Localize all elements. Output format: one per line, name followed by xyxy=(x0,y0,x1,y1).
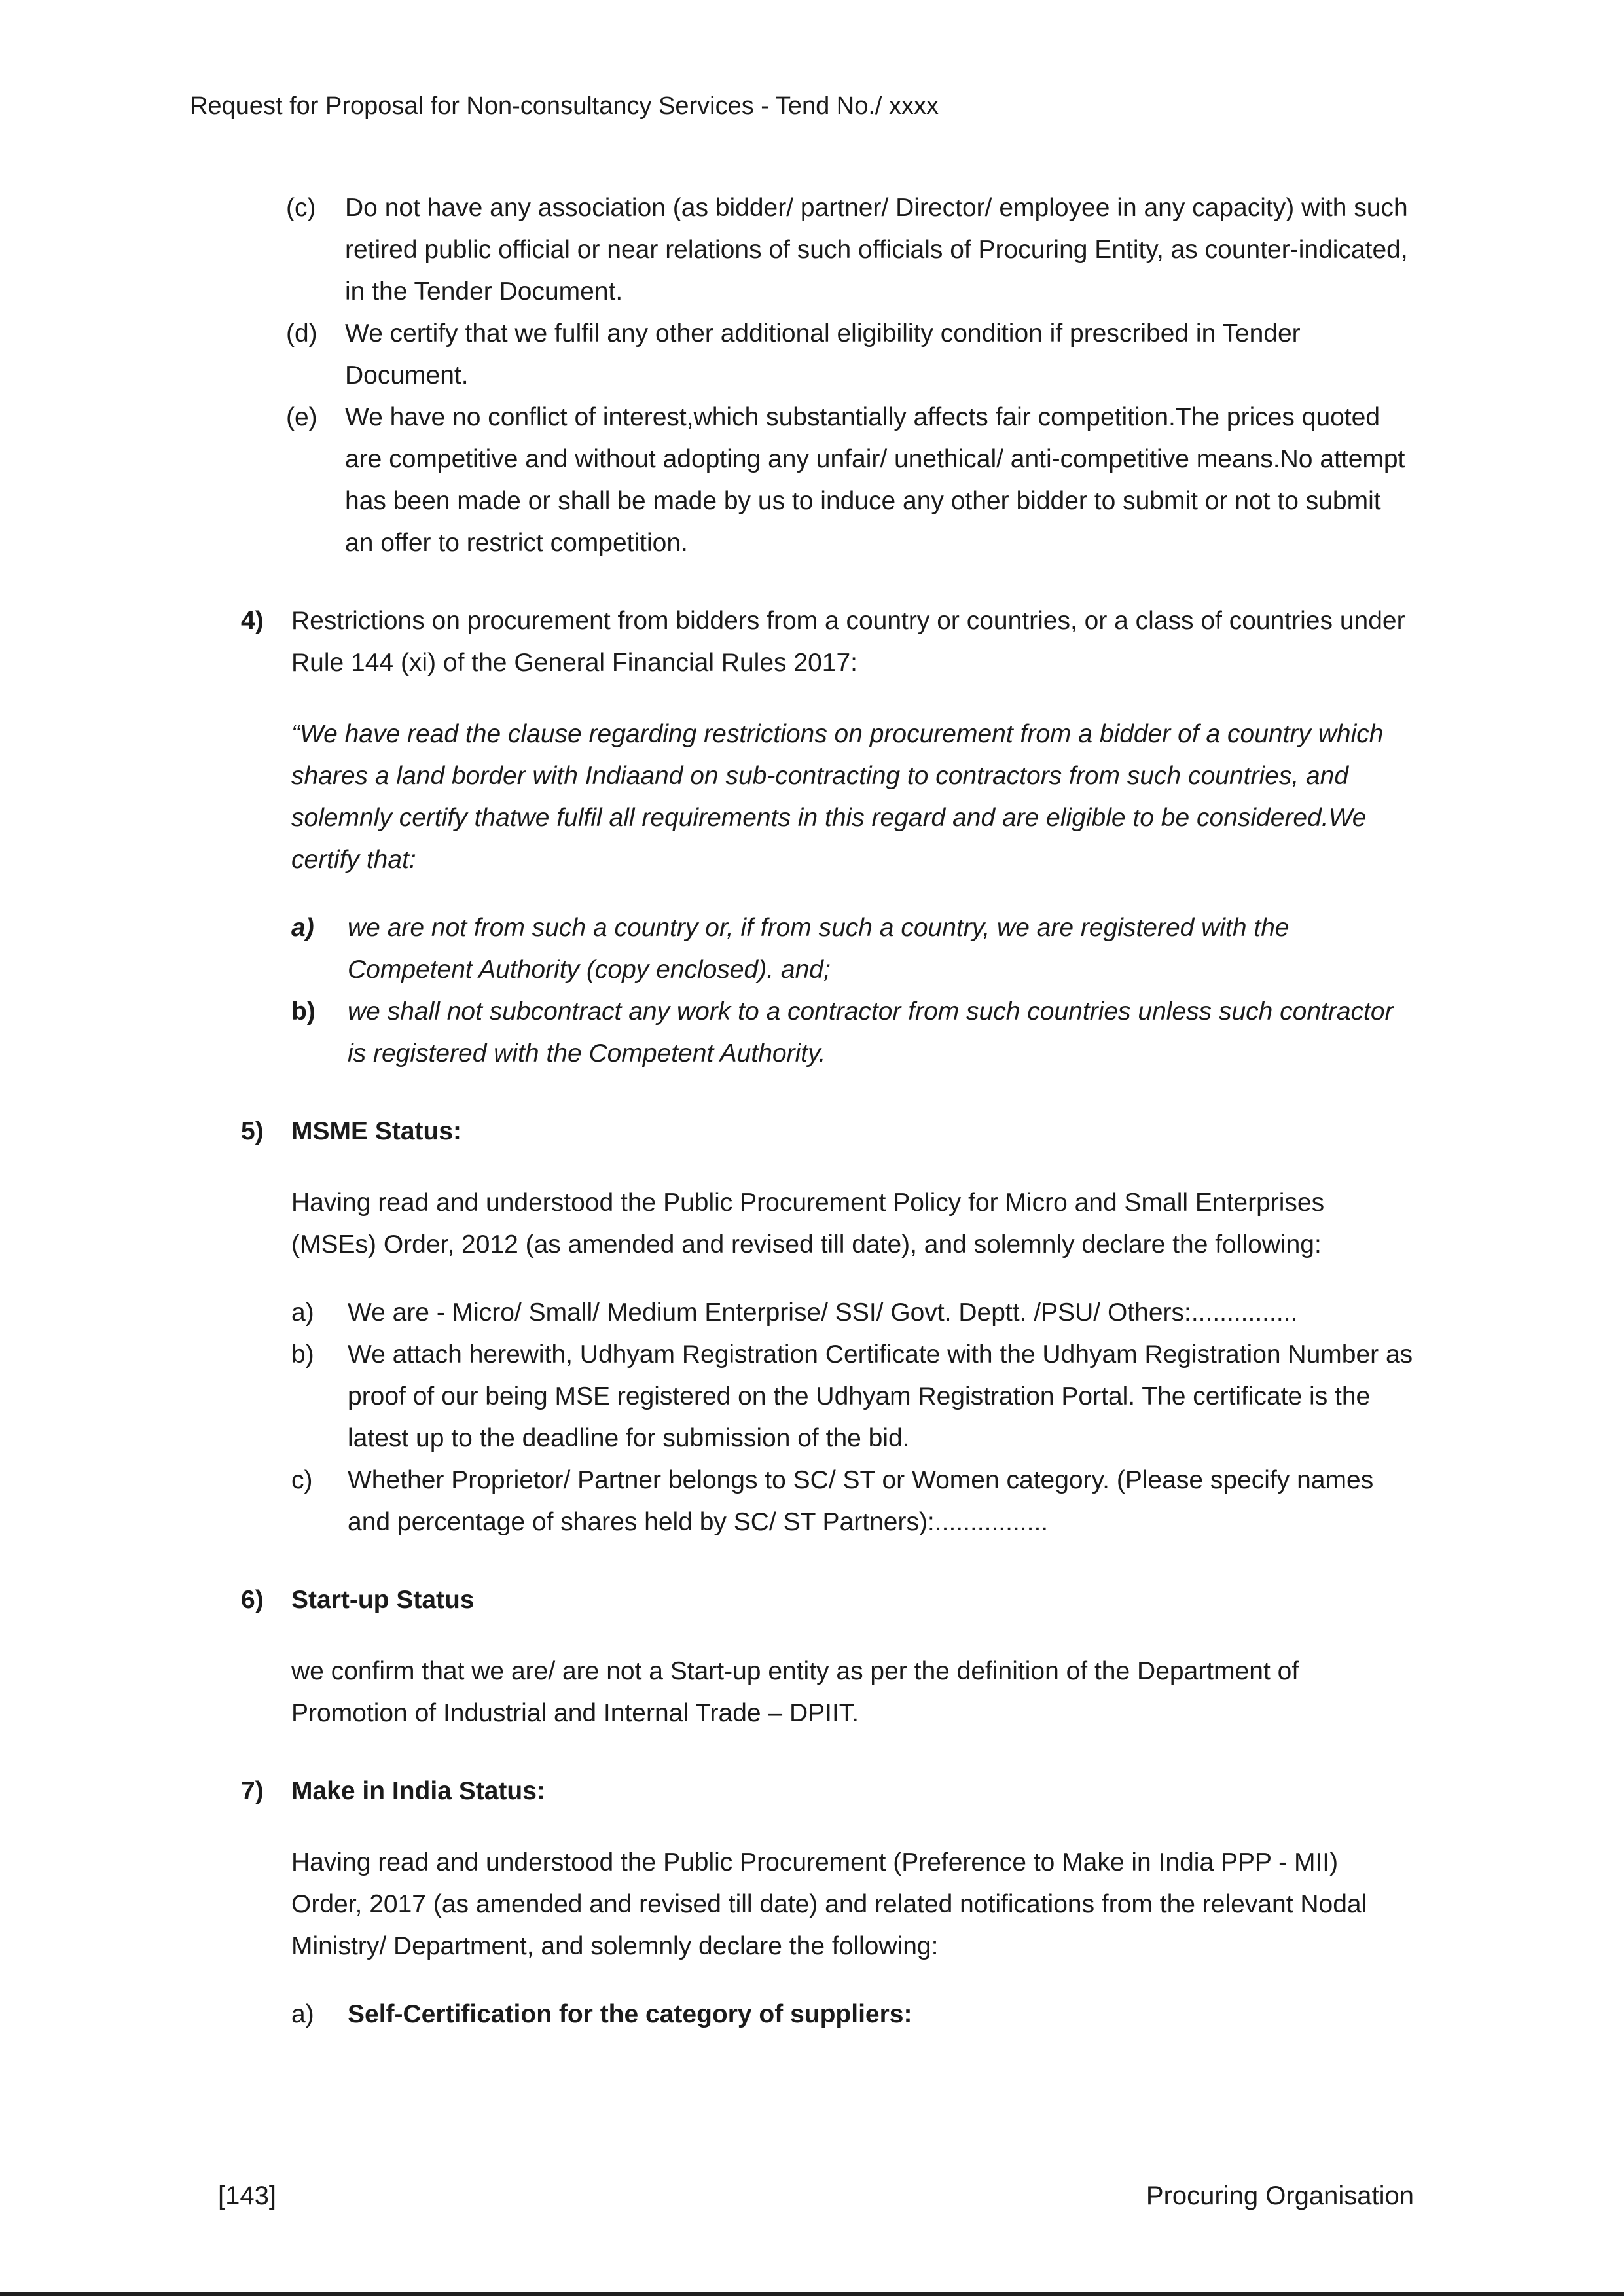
section-6-heading xyxy=(241,1579,1414,1621)
section-4-heading xyxy=(241,600,1414,684)
list-item-text: We are - Micro/ Small/ Medium Enterprise/ SSI/ Govt. Deptt. /PSU/ Others:............... xyxy=(348,1299,1298,1327)
list-item-label: b) xyxy=(291,1340,314,1369)
list-item-text: Whether Proprietor/ Partner belongs to SC/ ST or Women category. (Please specify names and percentage of shares held by SC/ ST Partners):................ xyxy=(348,1466,1374,1536)
list-item-label: a) xyxy=(291,1299,314,1327)
list-item-label: b) xyxy=(291,997,316,1026)
list-item xyxy=(291,991,1414,1075)
list-item-text: Self-Certification for the category of suppliers: xyxy=(348,2000,912,2028)
section-title: Restrictions on procurement from bidders from a country or countries, or a class of countries under Rule 144 (xi) of the General Financial Rules 2017: xyxy=(291,607,1405,677)
list-item-text: we shall not subcontract any work to a contractor from such countries unless such contractor is registered with the Competent Authority. xyxy=(348,997,1394,1067)
section-5-heading xyxy=(241,1111,1414,1153)
section-5-items xyxy=(190,1292,1414,1543)
list-item-label: a) xyxy=(291,914,314,942)
list-item-label: (e) xyxy=(286,403,317,431)
list-item xyxy=(291,1460,1414,1543)
list-item-label: a) xyxy=(291,2000,314,2028)
section-7-items xyxy=(190,1994,1414,2036)
section-title: MSME Status: xyxy=(291,1117,462,1145)
list-item-text: We certify that we fulfil any other additional eligibility condition if prescribed in Tender Document. xyxy=(345,319,1301,389)
footer-page-number: [143] xyxy=(218,2181,276,2210)
page-bottom-edge xyxy=(0,2292,1624,2296)
section-7-intro: Having read and understood the Public Procurement (Preference to Make in India PPP - MII) Order, 2017 (as amended and revised till date) and related notifications from the relevant Nodal Ministry/ Department, and solemnly declare the following: xyxy=(291,1848,1367,1960)
section-5-intro: Having read and understood the Public Procurement Policy for Micro and Small Enterprises (MSEs) Order, 2012 (as amended and revised till date), and solemnly declare the following: xyxy=(291,1189,1325,1259)
header-title: Request for Proposal for Non-consultancy Services - Tend No./ xxxx xyxy=(190,92,939,120)
list-item-label: (d) xyxy=(286,319,317,348)
section-number: 7) xyxy=(241,1777,264,1805)
list-item-label: (c) xyxy=(286,194,316,222)
section-number: 6) xyxy=(241,1586,264,1614)
section-6-paragraph: we confirm that we are/ are not a Start-up entity as per the definition of the Department of Promotion of Industrial and Internal Trade – DPIIT. xyxy=(291,1657,1299,1727)
section-number: 5) xyxy=(241,1117,264,1145)
section-7-heading xyxy=(241,1770,1414,1812)
page-footer xyxy=(190,2179,1414,2212)
list-item xyxy=(286,313,1414,397)
list-item xyxy=(291,1994,1414,2036)
list-item xyxy=(291,1292,1414,1334)
list-item-text: Do not have any association (as bidder/ partner/ Director/ employee in any capacity) with such retired public official or near relations of such officials of Procuring Entity, as counter-indicated, in the Tender Document. xyxy=(345,194,1408,306)
eligibility-list xyxy=(190,187,1414,564)
section-title: Start-up Status xyxy=(291,1586,475,1614)
document-content xyxy=(190,187,1414,2036)
list-item-text: we are not from such a country or, if from such a country, we are registered with the Competent Authority (copy enclosed). and; xyxy=(348,914,1290,984)
list-item-text: We attach herewith, Udhyam Registration Certificate with the Udhyam Registration Number as proof of our being MSE registered on the Udhyam Registration Portal. The certificate is the latest up to the deadline for submission of the bid. xyxy=(348,1340,1413,1452)
footer-organisation: Procuring Organisation xyxy=(1146,2181,1414,2210)
section-number: 4) xyxy=(241,607,264,635)
section-4-quote: “We have read the clause regarding restrictions on procurement from a bidder of a country which shares a land border with Indiaand on sub-contracting to contractors from such countries, and solemnly certify thatwe fulfil all requirements in this regard and are eligible to be considered.We certify that: xyxy=(291,720,1384,874)
list-item xyxy=(286,397,1414,564)
list-item-label: c) xyxy=(291,1466,313,1494)
section-title: Make in India Status: xyxy=(291,1777,545,1805)
list-item xyxy=(291,907,1414,991)
page-header xyxy=(190,90,1414,122)
list-item-text: We have no conflict of interest,which substantially affects fair competition.The prices quoted are competitive and without adopting any unfair/ unethical/ anti-competitive means.No attempt has been made or shall be made by us to induce any other bidder to submit or not to submit an offer to restrict competition. xyxy=(345,403,1405,557)
list-item xyxy=(291,1334,1414,1460)
list-item xyxy=(286,187,1414,313)
section-4-items xyxy=(190,907,1414,1075)
